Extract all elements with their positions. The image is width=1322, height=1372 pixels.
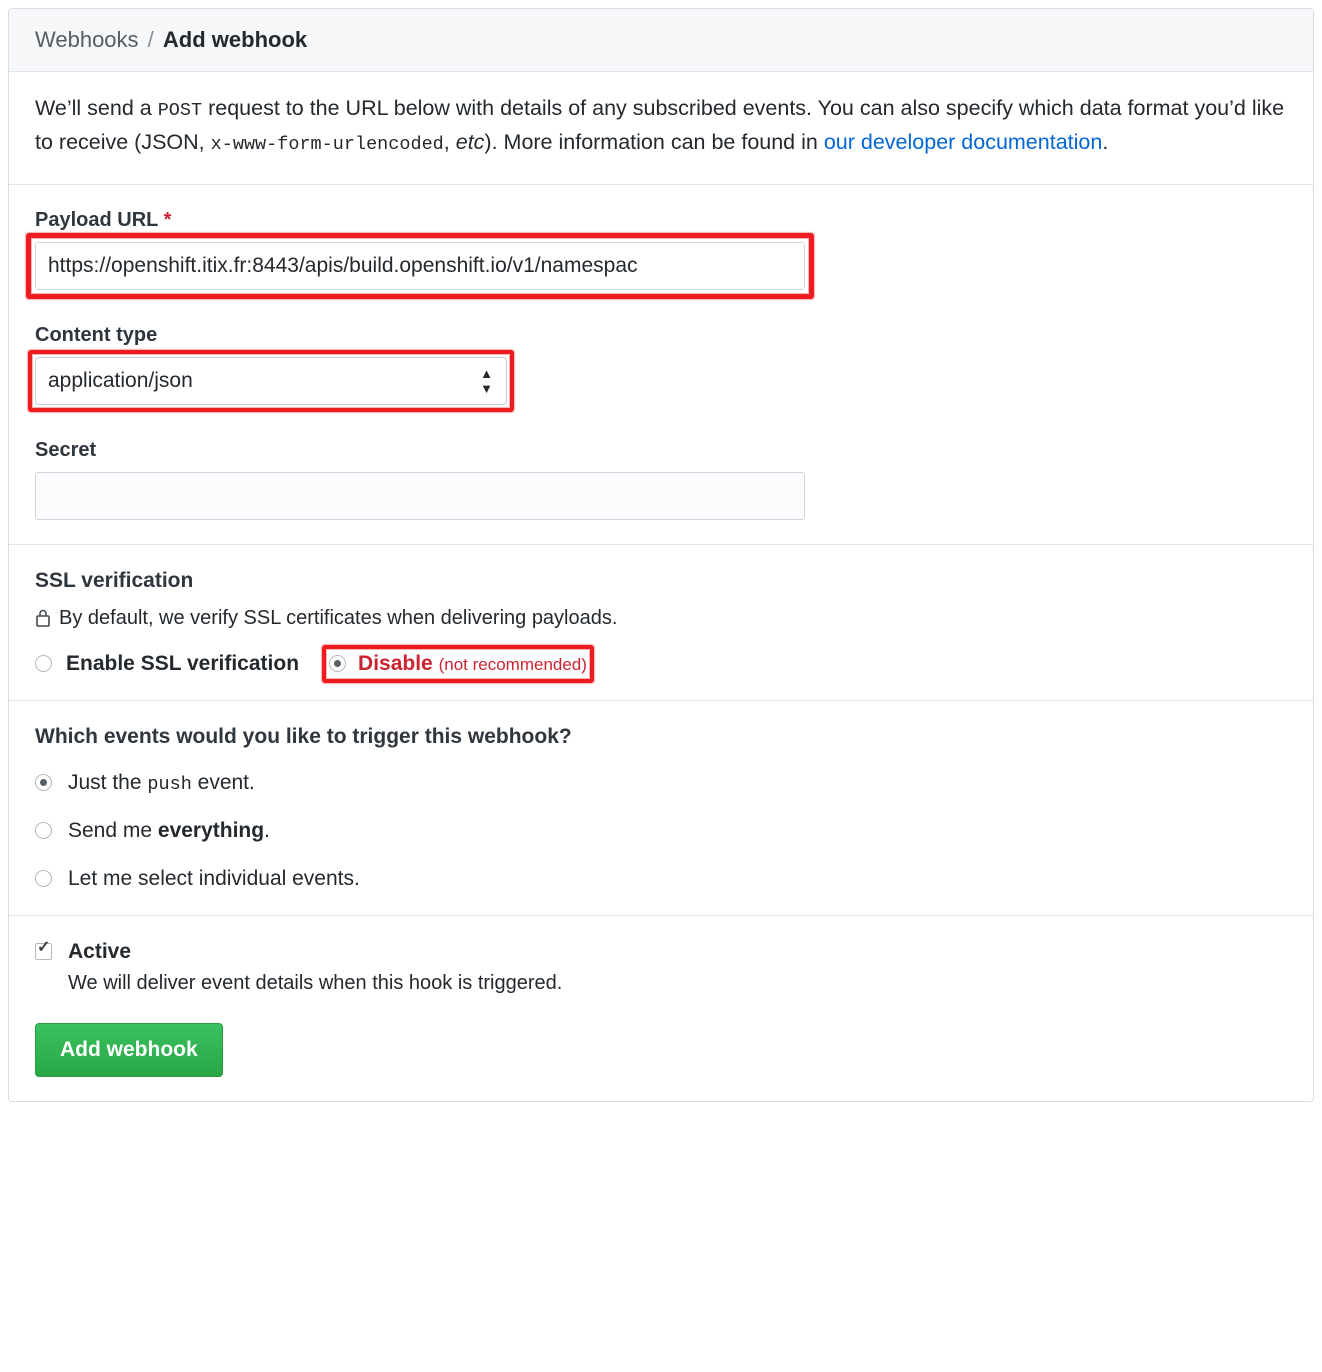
intro-text-1: We’ll send a bbox=[35, 96, 158, 120]
event-individual-radio[interactable] bbox=[35, 870, 52, 887]
ssl-note bbox=[35, 607, 1287, 630]
developer-documentation-link[interactable]: our developer documentation bbox=[823, 129, 1103, 154]
event-push-pre: Just the bbox=[68, 770, 148, 794]
event-individual-label: Let me select individual events. bbox=[68, 866, 360, 890]
intro-post-method: POST bbox=[157, 100, 203, 121]
payload-url-annotation-box bbox=[35, 242, 805, 290]
payload-url-label-text: Payload URL bbox=[35, 208, 158, 231]
event-push-label bbox=[68, 771, 255, 795]
event-everything-label bbox=[68, 819, 270, 843]
ssl-disable-note: (not recommended) bbox=[438, 654, 587, 674]
content-type-annotation-box bbox=[35, 357, 507, 405]
secret-input[interactable] bbox=[35, 472, 805, 520]
intro-text-2: request to the URL below with details of any subscribed events. You can also specify which data format you’d like to receive (JSON, bbox=[35, 96, 1285, 154]
active-checkbox[interactable] bbox=[35, 943, 52, 960]
ssl-note-text: By default, we verify SSL certificates when delivering payloads. bbox=[59, 606, 618, 629]
event-everything-pre: Send me bbox=[68, 818, 158, 842]
active-label: Active bbox=[68, 939, 132, 963]
active-and-submit-section bbox=[9, 916, 1313, 1101]
events-section-title: Which events would you like to trigger this webhook? bbox=[35, 724, 572, 748]
ssl-section-title: SSL verification bbox=[35, 568, 194, 592]
ssl-enable-radio[interactable] bbox=[35, 655, 52, 672]
intro-paragraph bbox=[9, 72, 1313, 185]
payload-url-label bbox=[35, 209, 1287, 232]
intro-text-5: . bbox=[1102, 129, 1109, 154]
add-webhook-panel bbox=[8, 8, 1314, 1102]
breadcrumb-webhooks-link[interactable]: Webhooks bbox=[35, 27, 139, 52]
event-push-radio[interactable] bbox=[35, 774, 52, 791]
secret-label: Secret bbox=[35, 438, 97, 461]
intro-text-3: , bbox=[443, 129, 456, 154]
active-toggle-row[interactable] bbox=[35, 940, 1287, 964]
event-option-individual[interactable] bbox=[35, 867, 1287, 891]
ssl-options bbox=[35, 652, 1287, 676]
lock-icon bbox=[35, 608, 51, 628]
intro-etc: etc bbox=[455, 129, 485, 154]
event-push-mono: push bbox=[147, 773, 192, 795]
event-option-everything[interactable] bbox=[35, 819, 1287, 843]
breadcrumb-current: Add webhook bbox=[162, 27, 308, 52]
ssl-enable-label: Enable SSL verification bbox=[66, 651, 300, 675]
content-type-select[interactable] bbox=[35, 357, 507, 405]
ssl-disable-option[interactable] bbox=[329, 652, 587, 676]
ssl-enable-option[interactable] bbox=[35, 652, 299, 676]
ssl-disable-label bbox=[358, 652, 587, 676]
chevron-updown-icon: ▲ ▼ bbox=[480, 365, 493, 396]
payload-url-required-marker: * bbox=[163, 208, 172, 231]
active-description: We will deliver event details when this hook is triggered. bbox=[68, 971, 563, 994]
ssl-disable-label-text: Disable bbox=[358, 651, 433, 675]
breadcrumb bbox=[9, 9, 1313, 72]
event-push-post: event. bbox=[191, 770, 255, 794]
ssl-disable-annotation-box bbox=[329, 652, 587, 676]
intro-form-encoding: x-www-form-urlencoded bbox=[210, 133, 444, 155]
event-option-push[interactable] bbox=[35, 771, 1287, 795]
event-everything-bold: everything bbox=[157, 818, 265, 842]
breadcrumb-separator: / bbox=[147, 27, 154, 52]
add-webhook-button[interactable]: Add webhook bbox=[35, 1023, 223, 1077]
payload-url-input[interactable] bbox=[35, 242, 805, 290]
content-type-select-wrap bbox=[35, 357, 507, 405]
ssl-disable-radio[interactable] bbox=[329, 655, 346, 672]
events-section bbox=[9, 701, 1313, 916]
content-type-label: Content type bbox=[35, 323, 158, 346]
event-everything-post: . bbox=[264, 818, 270, 842]
ssl-verification-section bbox=[9, 545, 1313, 701]
webhook-fields-section bbox=[9, 185, 1313, 545]
event-everything-radio[interactable] bbox=[35, 822, 52, 839]
intro-text-4: ). More information can be found in bbox=[484, 129, 824, 154]
